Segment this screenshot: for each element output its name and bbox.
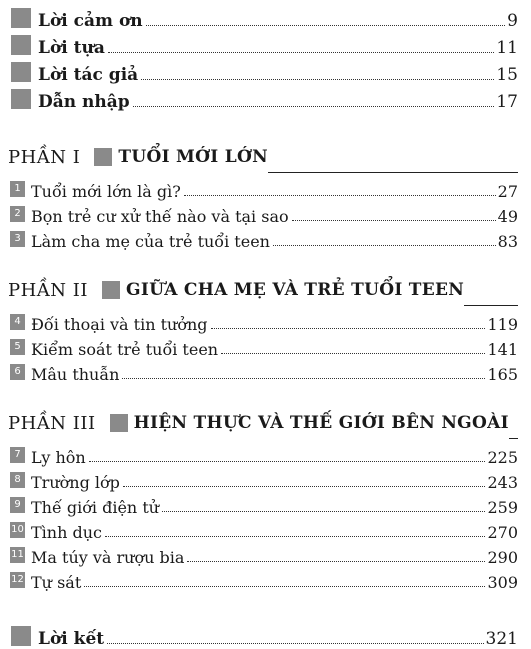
part-heading [8, 275, 518, 305]
toc-entry-loi-cam-on[interactable] [8, 4, 518, 31]
toc-entry-dan-nhap[interactable] [8, 85, 518, 112]
toc-entry-chapter-3[interactable] [8, 226, 518, 251]
entry-page: 243 [487, 473, 518, 492]
toc-entry-chapter-5[interactable] [8, 334, 518, 359]
part-number: PHẦN II [8, 279, 88, 301]
entry-label: Bọn trẻ cư xử thế nào và tại sao [31, 207, 289, 226]
chapter-number-badge: 6 [10, 364, 25, 380]
entry-label: Lời kết [38, 629, 105, 649]
entry-label: Đối thoại và tin tưởng [31, 315, 208, 334]
entry-label: Làm cha mẹ của trẻ tuổi teen [31, 232, 270, 251]
entry-page: 165 [487, 365, 518, 384]
spacer [8, 592, 518, 622]
entry-page: 49 [497, 207, 518, 226]
square-bullet-icon [11, 35, 31, 55]
toc-entry-loi-tua[interactable] [8, 31, 518, 58]
entry-page: 225 [487, 448, 518, 467]
entry-label: Ly hôn [31, 448, 86, 467]
dot-leader [292, 220, 496, 221]
toc-entry-chapter-9[interactable] [8, 492, 518, 517]
entry-label: Tự sát [31, 573, 82, 592]
dot-leader [187, 561, 485, 562]
dot-leader [273, 245, 496, 246]
chapter-number-badge: 11 [10, 547, 25, 563]
entry-label: Kiểm soát trẻ tuổi teen [31, 340, 219, 359]
entry-page: 83 [497, 232, 518, 251]
front-matter [8, 4, 518, 112]
chapter-number-badge: 10 [10, 522, 25, 538]
entry-page: 17 [496, 92, 518, 112]
part-number: PHẦN III [8, 412, 96, 434]
chapter-number-badge: 5 [10, 339, 25, 355]
entry-page: 321 [485, 629, 518, 649]
toc-entry-chapter-7[interactable] [8, 442, 518, 467]
chapter-number-badge: 8 [10, 472, 25, 488]
entry-page: 270 [487, 523, 518, 542]
toc-entry-chapter-12[interactable] [8, 567, 518, 592]
entry-page: 141 [487, 340, 518, 359]
entry-label: Lời tác giả [38, 65, 139, 85]
spacer [8, 384, 518, 408]
toc-entry-chapter-10[interactable] [8, 517, 518, 542]
entry-page: 15 [496, 65, 518, 85]
dot-leader [122, 378, 485, 379]
part-number: PHẦN I [8, 146, 81, 168]
toc-entry-chapter-4[interactable] [8, 309, 518, 334]
dot-leader [84, 586, 485, 587]
dot-leader [107, 643, 483, 644]
square-bullet-icon [102, 281, 120, 299]
entry-page: 259 [487, 498, 518, 517]
back-matter [8, 622, 518, 649]
chapter-number-badge: 3 [10, 231, 25, 247]
entry-page: 27 [497, 182, 518, 201]
entry-label: Mâu thuẫn [31, 365, 120, 384]
chapter-number-badge: 2 [10, 206, 25, 222]
dot-leader [162, 511, 485, 512]
toc-entry-loi-tac-gia[interactable] [8, 58, 518, 85]
entry-page: 290 [487, 548, 518, 567]
chapter-number-badge: 12 [10, 572, 25, 588]
part-3 [8, 408, 518, 592]
toc-entry-chapter-6[interactable] [8, 359, 518, 384]
chapter-number-badge: 4 [10, 314, 25, 330]
dot-leader [108, 52, 494, 53]
spacer [8, 251, 518, 275]
dot-leader [105, 536, 485, 537]
part-title: GIỮA CHA MẸ VÀ TRẺ TUỔI TEEN [126, 280, 465, 300]
entry-label: Dẫn nhập [38, 92, 130, 112]
entry-page: 11 [496, 38, 518, 58]
toc-entry-chapter-11[interactable] [8, 542, 518, 567]
dot-leader [141, 79, 494, 80]
spacer [8, 112, 518, 142]
entry-page: 119 [487, 315, 518, 334]
toc-entry-chapter-8[interactable] [8, 467, 518, 492]
entry-label: Lời cảm ơn [38, 11, 143, 31]
dot-leader [184, 195, 496, 196]
heading-rule [268, 142, 518, 173]
square-bullet-icon [94, 148, 112, 166]
table-of-contents [8, 4, 518, 649]
toc-entry-loi-ket[interactable] [8, 622, 518, 649]
part-title: TUỔI MỚI LỚN [118, 147, 268, 167]
toc-entry-chapter-1[interactable] [8, 176, 518, 201]
part-1 [8, 142, 518, 251]
square-bullet-icon [11, 626, 31, 646]
entry-label: Trường lớp [31, 473, 120, 492]
dot-leader [123, 486, 486, 487]
chapter-number-badge: 9 [10, 497, 25, 513]
part-title: HIỆN THỰC VÀ THẾ GIỚI BÊN NGOÀI [133, 413, 509, 433]
dot-leader [211, 328, 486, 329]
chapter-number-badge: 1 [10, 181, 25, 197]
dot-leader [89, 461, 486, 462]
toc-entry-chapter-2[interactable] [8, 201, 518, 226]
square-bullet-icon [11, 8, 31, 28]
dot-leader [146, 25, 506, 26]
entry-label: Tình dục [31, 523, 102, 542]
entry-label: Tuổi mới lớn là gì? [31, 182, 181, 201]
entry-label: Thế giới điện tử [31, 498, 160, 517]
part-heading [8, 142, 518, 172]
square-bullet-icon [110, 414, 128, 432]
chapter-number-badge: 7 [10, 447, 25, 463]
entry-label: Ma túy và rượu bia [31, 548, 185, 567]
part-heading [8, 408, 518, 438]
heading-rule [509, 408, 518, 439]
heading-rule [464, 275, 518, 306]
square-bullet-icon [11, 89, 31, 109]
dot-leader [133, 106, 495, 107]
dot-leader [221, 353, 485, 354]
part-2 [8, 275, 518, 384]
entry-page: 9 [507, 11, 518, 31]
entry-label: Lời tựa [38, 38, 105, 58]
square-bullet-icon [11, 62, 31, 82]
entry-page: 309 [487, 573, 518, 592]
